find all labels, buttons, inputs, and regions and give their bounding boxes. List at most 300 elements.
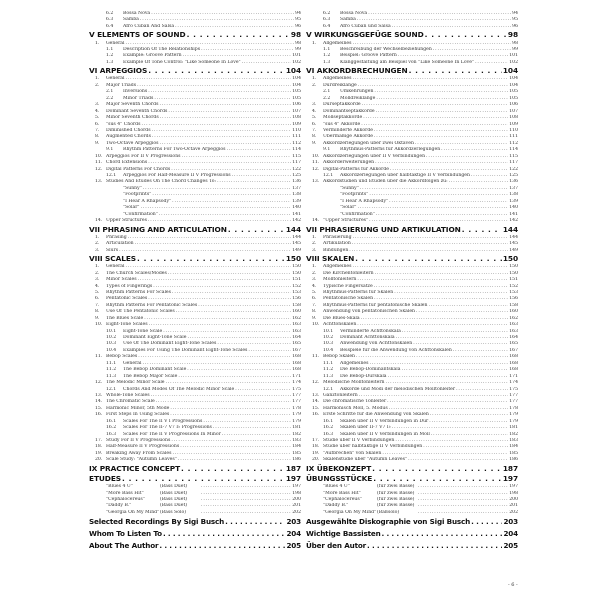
entry-title: Akkordzerlegungen über zwei Oktaven — [323, 140, 414, 146]
entry-page: 179 — [509, 418, 518, 424]
entry-title: "Aufbrechen" von Skalen — [323, 450, 382, 456]
entry-number: 10.2 — [323, 335, 334, 340]
entry-title: VI AKKORDBRECHUNGEN — [306, 66, 408, 76]
entry-page: 105 — [292, 89, 301, 95]
entry-page: 204 — [503, 529, 518, 539]
entry-title: Dominantseptakkorde — [323, 108, 375, 114]
entry-title: Inversions — [123, 89, 148, 95]
entry-page: 163 — [292, 328, 301, 334]
entry-page: 144 — [502, 224, 518, 234]
entry-title: Artikulation — [323, 241, 351, 247]
entry-page: 197 — [509, 484, 518, 490]
entry-title: "Upper Structures" — [323, 218, 369, 224]
entry-page: 151 — [292, 277, 301, 283]
entry-number: 6.4 — [323, 23, 331, 29]
entry-page: 141 — [292, 211, 301, 217]
entry-title: "Footprints" — [340, 192, 369, 198]
entry-number: 10. — [312, 153, 320, 159]
entry-title: Studie über halbtaktige II V Verbindungen — [323, 444, 423, 450]
entry-number: 2. — [95, 82, 100, 88]
toc-heading[interactable] — [306, 528, 518, 540]
entry-title: VIII SKALEN — [306, 254, 355, 263]
entry-page: 197 — [292, 484, 301, 490]
entry-page: 136 — [292, 179, 301, 185]
entry-title: Skalen über II-7 V7 I♭ — [340, 425, 391, 431]
toc-heading[interactable] — [89, 540, 301, 552]
entry-title: Diminished Chords — [106, 127, 151, 133]
entry-title: Akkordzerlegungen über halbtaktige II V Verbindungen — [340, 173, 470, 178]
entry-title: Pentatonische Skalen — [323, 296, 374, 302]
entry-title: Verminderte Akkorde — [323, 127, 373, 133]
dot-leader — [367, 540, 502, 552]
entry-page: 204 — [286, 529, 301, 539]
entry-page: 164 — [509, 335, 518, 340]
entry-title: The Bebop Major Scale — [123, 373, 178, 379]
entry-page: 141 — [509, 211, 518, 217]
entry-title: Akkorderweiterungen — [323, 160, 375, 166]
entry-number: 11.3 — [106, 373, 117, 379]
entry-number: 3. — [312, 277, 317, 283]
entry-page: 110 — [292, 127, 301, 133]
entry-page: 163 — [509, 328, 518, 334]
entry-page: 183 — [292, 438, 301, 443]
entry-title: Major Seventh Chords — [106, 102, 159, 108]
entry-title: Bebop Skalen — [323, 354, 356, 360]
entry-number: 8. — [312, 134, 317, 140]
entry-number: 10.1 — [323, 328, 334, 334]
entry-title: Allgemeines — [323, 76, 352, 82]
entry-title: Eight-Tone Scales — [106, 322, 148, 328]
entry-number: 13. — [312, 179, 320, 185]
entry-page: 122 — [292, 166, 301, 172]
entry-number: 1. — [312, 40, 317, 46]
entry-page: 99 — [295, 46, 301, 52]
entry-title: VIII SCALES — [89, 254, 136, 263]
entry-page: 111 — [292, 134, 301, 140]
toc-heading[interactable] — [306, 464, 518, 474]
dot-leader — [382, 528, 503, 540]
entry-title: "I Hear A Rhapsody" — [340, 198, 389, 204]
entry-page: 104 — [509, 76, 518, 82]
entry-number: 7. — [95, 127, 100, 133]
entry-title: Melodische Molltonleitern — [323, 380, 385, 386]
entry-title: "More Bass Hit" — [323, 490, 361, 496]
entry-page: 94 — [512, 11, 518, 16]
entry-title: Minor Seventh Chords — [106, 115, 159, 121]
entry-title: Chord Extensions — [106, 160, 148, 166]
entry-title: "Sunny" — [340, 185, 359, 191]
entry-page: 99 — [512, 46, 518, 52]
entry-note: (Bass Duet) — [160, 497, 188, 502]
entry-page: 174 — [292, 380, 301, 386]
entry-page: 186 — [292, 457, 301, 463]
entry-title: "sus 4" Akkorde — [323, 121, 361, 127]
entry-page: 153 — [292, 289, 301, 295]
entry-number: 9. — [312, 315, 317, 321]
entry-number: 16. — [312, 412, 320, 418]
entry-title: Übermäßige Akkorde — [323, 134, 373, 140]
entry-number: 11.1 — [106, 360, 117, 366]
entry-title: Bebop Scales — [106, 354, 138, 360]
entry-number: 2. — [95, 241, 100, 247]
entry-page: 117 — [292, 160, 301, 166]
entry-title: Augmented Chords — [106, 134, 151, 140]
entry-number: 1. — [95, 76, 100, 82]
entry-page: 136 — [509, 179, 518, 185]
entry-number: 11.2 — [106, 367, 117, 373]
entry-number: 8. — [95, 134, 100, 140]
entry-page: 95 — [512, 17, 518, 23]
entry-number: 3. — [312, 247, 317, 253]
entry-page: 179 — [292, 418, 301, 424]
entry-title: Eight-Tone Scale — [123, 328, 163, 334]
toc-heading[interactable] — [89, 66, 301, 76]
toc-heading[interactable] — [89, 516, 301, 528]
entry-title: Scales For The II V I Progressions — [123, 418, 203, 424]
entry-page: 205 — [286, 541, 301, 551]
entry-page: 125 — [509, 173, 518, 178]
entry-page: 98 — [512, 40, 518, 46]
entry-page: 163 — [509, 322, 518, 328]
entry-page: 202 — [509, 509, 518, 515]
entry-number: 10. — [95, 153, 103, 159]
dot-leader — [471, 516, 502, 528]
entry-number: 1.3 — [323, 59, 331, 65]
entry-title: Phrasierung — [323, 234, 352, 240]
entry-number: 10.3 — [323, 341, 334, 347]
entry-number: 3. — [95, 102, 100, 108]
entry-title: "More Bass Hit" — [106, 490, 144, 496]
entry-title: Use Of The Dominant Eight-Tone Scales — [123, 341, 217, 347]
entry-number: 15. — [95, 405, 103, 411]
entry-title: Verminderte Achttonskala — [340, 328, 401, 334]
entry-page: 179 — [509, 412, 518, 418]
entry-number: 6. — [95, 296, 100, 302]
entry-page: 152 — [509, 283, 518, 289]
toc-column-german — [306, 11, 518, 552]
entry-note: (Bass Duet) — [160, 490, 188, 496]
entry-title: Study For II V Progressions — [106, 438, 171, 443]
entry-page: 151 — [509, 277, 518, 283]
entry-number: 10.4 — [323, 347, 334, 353]
entry-page: 165 — [509, 341, 518, 347]
entry-number: 17. — [312, 438, 320, 443]
entry-number: 13. — [312, 392, 320, 398]
entry-page: 96 — [512, 23, 518, 29]
entry-title: "I Hear A Rhapsody" — [123, 198, 172, 204]
toc-heading[interactable] — [89, 30, 301, 40]
entry-title: Akkordstudien und Etüden über die Akkordfolgen zu: — [323, 179, 448, 185]
entry-title: Rhythmus-Patterns für pentatonische Skalen — [323, 302, 428, 308]
entry-title: "Daddy B." — [106, 503, 132, 509]
entry-number: 5. — [312, 289, 317, 295]
entry-page: 203 — [286, 517, 301, 527]
entry-page: 163 — [292, 322, 301, 328]
entry-title: Minor Triads — [123, 95, 154, 101]
entry-page: 137 — [509, 185, 518, 191]
entry-title: Dominant Seventh Chords — [106, 108, 168, 114]
entry-title: Beispiel: Groove Pattern — [340, 53, 397, 59]
entry-number: 3. — [95, 277, 100, 283]
entry-title: Breaking Away From Scales — [106, 450, 172, 456]
entry-page: 125 — [292, 173, 301, 178]
entry-page: 112 — [509, 140, 518, 146]
entry-number: 4. — [95, 283, 100, 289]
entry-page: 145 — [509, 241, 518, 247]
entry-title: Harmonisch Moll, 5. Modus — [323, 405, 388, 411]
entry-title: Die chromatische Tonleiter — [323, 399, 387, 405]
entry-title: Bossa Nova — [340, 11, 368, 16]
page-number: - 6 - — [508, 582, 518, 588]
entry-page: 201 — [509, 503, 518, 509]
entry-page: 185 — [292, 450, 301, 456]
entry-number: 2. — [312, 241, 317, 247]
entry-page: 104 — [292, 76, 301, 82]
entry-page: 184 — [292, 444, 301, 450]
entry-page: 162 — [292, 315, 301, 321]
entry-number: 1.1 — [323, 46, 331, 52]
entry-number: 8. — [312, 309, 317, 315]
entry-title: Afro Cuban und Salsa — [340, 23, 391, 29]
entry-page: 107 — [509, 108, 518, 114]
entry-title: Wichtige Bassisten — [306, 529, 381, 539]
entry-title: The Bebop Dominant Scale — [123, 367, 187, 373]
entry-page: 198 — [292, 490, 301, 496]
entry-number: 1.3 — [106, 59, 114, 65]
entry-title: Two-Octave Arpeggios — [106, 140, 159, 146]
entry-title: ÜBUNGSSTÜCKE — [306, 473, 373, 483]
toc-heading[interactable] — [306, 30, 518, 40]
entry-number: 1. — [95, 264, 100, 270]
entry-page: 138 — [509, 192, 518, 198]
entry-title: Über den Autor — [306, 541, 367, 551]
entry-page: 153 — [509, 289, 518, 295]
entry-title: "Confirmation" — [340, 211, 375, 217]
entry-title: The Melodic Minor Scale — [106, 380, 165, 386]
entry-number: 12. — [95, 380, 103, 386]
entry-title: "sus 4" Chords — [106, 121, 141, 127]
entry-number: 12. — [312, 166, 320, 172]
toc-heading[interactable] — [89, 225, 301, 235]
entry-title: Dominant Eight-Tone Scale — [123, 335, 187, 340]
entry-number: 2.2 — [323, 95, 331, 101]
entry-page: 140 — [509, 205, 518, 211]
entry-title: Harmonic Minor, 5th Mode — [106, 405, 170, 411]
entry-number: 17. — [95, 438, 103, 443]
entry-title: Akkordzerlegungen über II V Verbindungen — [323, 153, 426, 159]
entry-title: Anwendung von pentatonischen Skalen — [323, 309, 416, 315]
entry-title: Molldreiklänge — [340, 95, 376, 101]
entry-number: 14. — [312, 218, 320, 224]
entry-title: General — [106, 76, 125, 82]
entry-title: VII PHRASIERUNG UND ARTIKULATION — [306, 224, 461, 234]
entry-title: "Georgia On My Mind" — [323, 509, 377, 515]
toc-heading[interactable] — [89, 464, 301, 474]
entry-number: 10.2 — [106, 335, 117, 340]
entry-page: 115 — [292, 153, 301, 159]
entry-page: 168 — [292, 360, 301, 366]
entry-number: 11. — [312, 354, 320, 360]
entry-page: 171 — [509, 373, 518, 379]
entry-page: 114 — [509, 147, 518, 153]
toc-heading[interactable] — [306, 540, 518, 552]
entry-title: Ausgewählte Diskographie von Sigi Busch — [306, 517, 471, 527]
entry-page: 149 — [509, 247, 518, 253]
entry-title: Achttonskalen — [323, 322, 357, 328]
entry-page: 175 — [292, 386, 301, 392]
entry-number: 10. — [312, 322, 320, 328]
entry-page: 162 — [509, 315, 518, 321]
entry-number: 19. — [95, 450, 103, 456]
entry-number: 16.2 — [106, 425, 117, 431]
entry-number: 16. — [95, 412, 103, 418]
entry-number: 6. — [312, 121, 317, 127]
toc-heading[interactable] — [306, 66, 518, 76]
dot-leader — [148, 66, 285, 76]
entry-page: 177 — [292, 392, 301, 398]
toc-heading[interactable] — [89, 474, 301, 484]
entry-number: 2.1 — [106, 89, 114, 95]
entry-number: 11.1 — [323, 360, 334, 366]
entry-page: 168 — [509, 367, 518, 373]
entry-title: Rhythm Patterns For Pentatonic Scales — [106, 302, 198, 308]
toc-heading[interactable] — [89, 528, 301, 540]
entry-page: 137 — [292, 185, 301, 191]
entry-title: "Blues 4 U" — [106, 484, 133, 490]
entry-title: ETUDES — [89, 473, 121, 483]
entry-page: 149 — [292, 247, 301, 253]
entry-page: 112 — [292, 140, 301, 146]
entry-title: The Chromatic Scale — [106, 399, 155, 405]
entry-title: Studie über II V Verbindungen — [323, 438, 395, 443]
entry-page: 184 — [509, 444, 518, 450]
entry-number: 6.4 — [106, 23, 114, 29]
entry-page: 160 — [292, 309, 301, 315]
entry-number: 2. — [312, 82, 317, 88]
entry-number: 11. — [95, 354, 103, 360]
entry-title: Bossa Nova — [123, 11, 151, 16]
entry-number: 3. — [312, 102, 317, 108]
entry-title: Die Bebop-Durskala — [340, 373, 387, 379]
toc-heading[interactable] — [306, 254, 518, 264]
entry-page: 98 — [290, 30, 301, 40]
entry-title: Die Blues-Skala — [323, 315, 360, 321]
entry-title: First Steps In Using Scales — [106, 412, 170, 418]
entry-page: 181 — [292, 425, 301, 431]
entry-title: Ganztonleitern — [323, 392, 358, 398]
toc-heading[interactable] — [306, 225, 518, 235]
entry-title: "Solar" — [340, 205, 357, 211]
entry-title: IX ÜBEKONZEPT — [306, 463, 372, 473]
entry-page: 152 — [292, 283, 301, 289]
entry-page: 142 — [292, 218, 301, 224]
entry-number: 6.3 — [323, 17, 331, 23]
entry-page: 109 — [292, 121, 301, 127]
entry-page: 178 — [292, 405, 301, 411]
entry-number: 7. — [312, 127, 317, 133]
entry-page: 201 — [292, 503, 301, 509]
entry-title: VII PHRASING AND ARTICULATION — [89, 224, 227, 234]
entry-page: 96 — [295, 23, 301, 29]
entry-page: 150 — [509, 264, 518, 270]
entry-page: 185 — [509, 450, 518, 456]
entry-page: 101 — [509, 53, 518, 59]
entry-page: 145 — [292, 241, 301, 247]
entry-title: The Church Scales/Modes — [106, 270, 167, 276]
entry-title: Typische Fingersätze — [323, 283, 373, 289]
entry-title: Allgemeines — [323, 264, 352, 270]
entry-page: 150 — [292, 270, 301, 276]
toc-heading[interactable] — [306, 474, 518, 484]
entry-note: (für zwei Bässe) — [377, 503, 415, 509]
entry-number: 13. — [95, 179, 103, 185]
entry-number: 12. — [312, 380, 320, 386]
dot-leader — [137, 254, 285, 264]
entry-title: Die Kirchentonleitern — [323, 270, 374, 276]
entry-title: "Sunny" — [123, 185, 142, 191]
entry-page: 187 — [285, 463, 301, 473]
entry-title: Slurs — [106, 247, 119, 253]
entry-title: Scales For The II V Progressions In Minor — [123, 431, 221, 437]
entry-number: 12. — [95, 166, 103, 172]
entry-number: 1. — [95, 40, 100, 46]
entry-page: 164 — [292, 335, 301, 340]
entry-title: Rhythm Patterns For Two-Octave Arpeggios — [123, 147, 226, 153]
entry-title: V ELEMENTS OF SOUND — [89, 30, 186, 40]
entry-number: 7. — [312, 302, 317, 308]
entry-title: "Blues 4 U" — [323, 484, 350, 490]
entry-number: 8. — [95, 309, 100, 315]
entry-page: 202 — [292, 509, 301, 515]
entry-page: 105 — [509, 95, 518, 101]
entry-title: "Footprints" — [123, 192, 152, 198]
entry-number: 10.4 — [106, 347, 117, 353]
entry-number: 12.1 — [323, 386, 334, 392]
entry-number: 6.3 — [106, 17, 114, 23]
entry-number: 16.1 — [106, 418, 117, 424]
entry-number: 2.1 — [323, 89, 331, 95]
entry-title: Arpeggios For II V Progressions — [106, 153, 181, 159]
toc-heading[interactable] — [89, 254, 301, 264]
entry-number: 5. — [95, 115, 100, 121]
entry-page: 158 — [292, 302, 301, 308]
entry-page: 150 — [502, 254, 518, 263]
entry-number: 12.1 — [323, 173, 334, 178]
entry-page: 109 — [509, 121, 518, 127]
entry-page: 187 — [502, 463, 518, 473]
entry-number: 2.2 — [106, 95, 114, 101]
entry-title: "Solar" — [123, 205, 140, 211]
entry-page: 98 — [295, 40, 301, 46]
toc-heading[interactable] — [306, 516, 518, 528]
entry-page: 108 — [292, 115, 301, 121]
entry-page: 150 — [292, 264, 301, 270]
entry-title: Pentatonic Scales — [106, 296, 148, 302]
entry-page: 104 — [292, 82, 301, 88]
entry-title: Beschreibung der Wechselbeziehungen — [340, 46, 432, 52]
entry-page: 158 — [509, 302, 518, 308]
entry-title: Klanggestaltung am Beispiel von "Like Someone In Love" — [340, 59, 475, 65]
entry-number: 6. — [312, 296, 317, 302]
entry-page: 198 — [509, 490, 518, 496]
entry-number: 5. — [312, 115, 317, 121]
entry-title: Examples For Using The Dominant Eight-Tone Scales — [123, 347, 248, 353]
entry-page: 178 — [509, 405, 518, 411]
entry-page: 174 — [509, 380, 518, 386]
entry-page: 122 — [509, 166, 518, 172]
entry-page: 111 — [509, 134, 518, 140]
entry-title: Mollseptakkorde — [323, 115, 363, 121]
